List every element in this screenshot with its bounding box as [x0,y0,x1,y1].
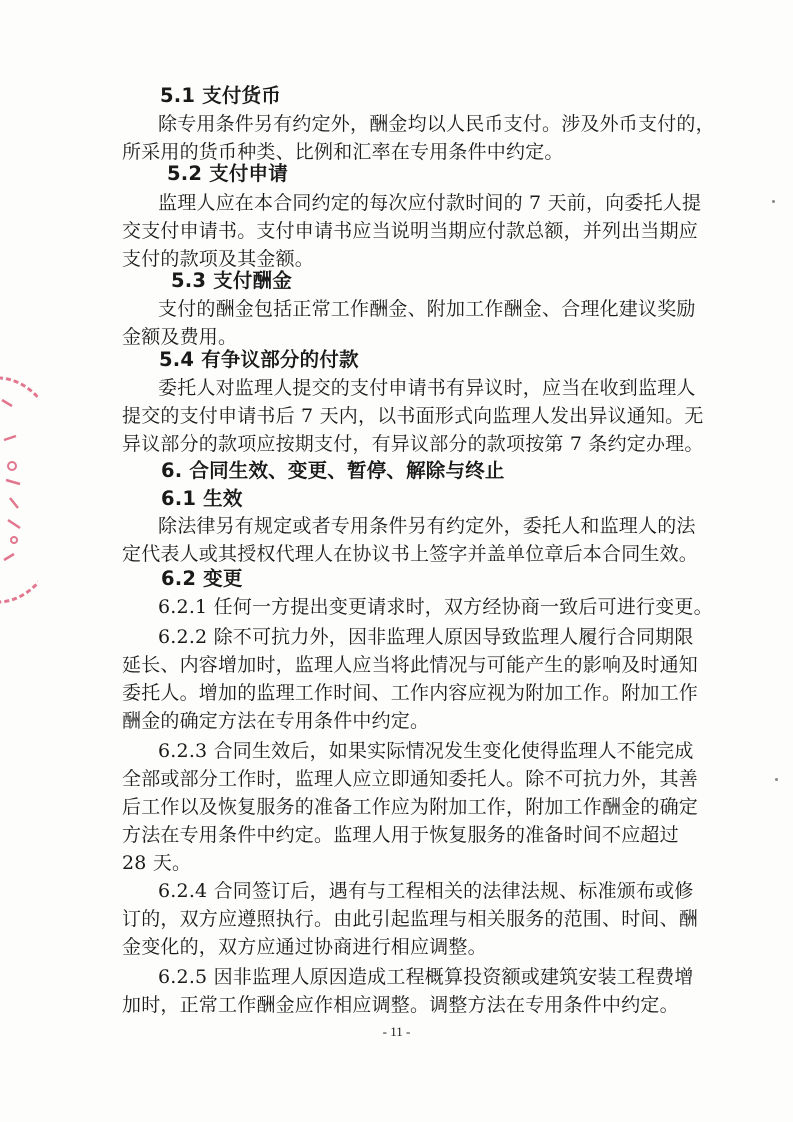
heading-6-2: 6.2 变更 [161,567,243,590]
page-number: - 11 - [382,1024,411,1039]
paragraph-line: 延长、内容增加时，监理人应当将此情况与可能产生的影响及时通知 [122,654,699,676]
paragraph-line: 交支付申请书。支付申请书应当说明当期应付款总额，并列出当期应 [122,220,699,242]
heading-5-2: 5.2 支付申请 [167,162,288,185]
paragraph-line: 监理人应在本合同约定的每次应付款时间的 7 天前，向委托人提 [158,192,702,214]
paragraph-line: 除法律另有规定或者专用条件另有约定外，委托人和监理人的法 [158,515,696,537]
paragraph-line: 全部或部分工作时，监理人应立即通知委托人。除不可抗力外，其善 [122,768,699,790]
paragraph-line: 6.2.2 除不可抗力外，因非监理人原因导致监理人履行合同期限 [158,626,694,648]
paragraph-line: 订的，双方应遵照执行。由此引起监理与相关服务的范围、时间、酬 [122,908,699,930]
paragraph-line: 酬金的确定方法在专用条件中约定。 [122,710,430,732]
paragraph-line: 方法在专用条件中约定。监理人用于恢复服务的准备时间不应超过 [122,824,679,846]
heading-5-4: 5.4 有争议部分的付款 [159,348,359,371]
paragraph-line: 28 天。 [122,852,192,874]
paragraph-line: 除专用条件另有约定外，酬金均以人民币支付。涉及外币支付的， [158,113,715,135]
red-seal-stamp [0,370,38,610]
paragraph-line: 6.2.3 合同生效后，如果实际情况发生变化使得监理人不能完成 [158,740,694,762]
paragraph-line: 委托人。增加的监理工作时间、工作内容应视为附加工作。附加工作 [122,682,699,704]
paragraph-line: 异议部分的款项应按期支付，有异议部分的款项按第 7 条约定办理。 [122,433,704,455]
paragraph-line: 金变化的，双方应通过协商进行相应调整。 [122,936,487,958]
paragraph-line: 6.2.5 因非监理人原因造成工程概算投资额或建筑安装工程费增 [158,966,694,988]
paragraph-line: 委托人对监理人提交的支付申请书有异议时，应当在收到监理人 [158,377,696,399]
heading-6-1: 6.1 生效 [161,487,243,510]
paragraph-line: 金额及费用。 [122,326,238,348]
paragraph-line: 后工作以及恢复服务的准备工作应为附加工作，附加工作酬金的确定 [122,796,699,818]
scan-speck [772,200,775,203]
paragraph-line: 所采用的货币种类、比例和汇率在专用条件中约定。 [122,141,564,163]
paragraph-line: 加时，正常工作酬金应作相应调整。调整方法在专用条件中约定。 [122,994,679,1016]
heading-6: 6. 合同生效、变更、暂停、解除与终止 [161,459,505,482]
paragraph-line: 6.2.4 合同签订后，遇有与工程相关的法律法规、标准颁布或修 [158,880,694,902]
paragraph-line: 6.2.1 任何一方提出变更请求时，双方经协商一致后可进行变更。 [158,596,713,618]
heading-5-1: 5.1 支付货币 [160,84,281,107]
paragraph-line: 提交的支付申请书后 7 天内，以书面形式向监理人发出异议通知。无 [122,405,704,427]
scan-speck [775,778,778,781]
paragraph-line: 定代表人或其授权代理人在协议书上签字并盖单位章后本合同生效。 [122,543,699,565]
heading-5-3: 5.3 支付酬金 [171,269,292,292]
paragraph-line: 支付的酬金包括正常工作酬金、附加工作酬金、合理化建议奖励 [158,298,696,320]
paragraph-line: 支付的款项及其金额。 [122,248,315,270]
